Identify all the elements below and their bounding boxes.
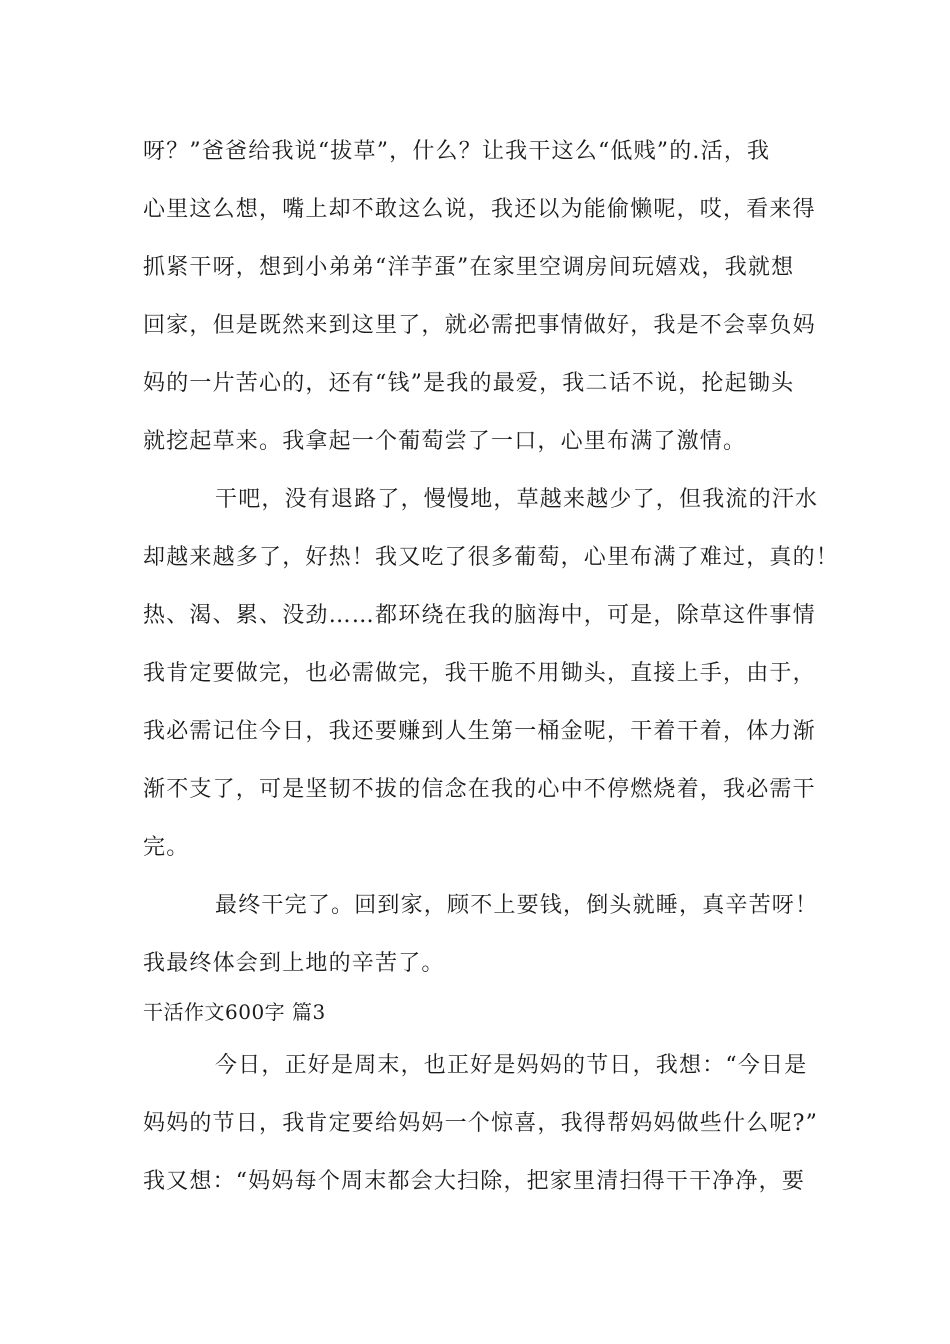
text-line: 我必需记住今日，我还要赚到人生第一桶金呢，干着干着，体力渐 [143, 719, 816, 744]
text-line: 呀？”爸爸给我说“拔草”，什么？让我干这么“低贱”的.活，我 [143, 139, 771, 164]
text-line: 回家，但是既然来到这里了，就必需把事情做好，我是不会辜负妈 [143, 313, 816, 338]
text-line: 我肯定要做完，也必需做完，我干脆不用锄头，直接上手，由于， [143, 661, 816, 686]
text-line: 最终干完了。回到家，顾不上要钱，倒头就睡，真辛苦呀！ [215, 893, 819, 918]
text-line: 我又想：“妈妈每个周末都会大扫除，把家里清扫得干干净净，要 [143, 1169, 806, 1194]
text-line: 心里这么想，嘴上却不敢这么说，我还以为能偷懒呢，哎，看来得 [143, 197, 816, 222]
section-heading: 干活作文600字 篇3 [143, 1000, 326, 1024]
text-line: 抓紧干呀，想到小弟弟“洋芋蛋”在家里空调房间玩嬉戏，我就想 [143, 255, 795, 280]
text-line: 渐不支了，可是坚韧不拔的信念在我的心中不停燃烧着，我必需干 [143, 777, 816, 802]
text-line: 就挖起草来。我拿起一个葡萄尝了一口，心里布满了激情。 [143, 429, 747, 454]
text-line: 今日，正好是周末，也正好是妈妈的节日，我想：“今日是 [215, 1053, 808, 1078]
text-line: 却越来越多了，好热！我又吃了很多葡萄，心里布满了难过，真的！ [143, 545, 840, 570]
text-line: 妈妈的节日，我肯定要给妈妈一个惊喜，我得帮妈妈做些什么呢?” [143, 1111, 819, 1136]
text-line: 妈的一片苦心的，还有“钱”是我的最爱，我二话不说，抡起锄头 [143, 371, 795, 396]
text-line: 完。 [143, 835, 190, 860]
text-line: 我最终体会到上地的辛苦了。 [143, 951, 445, 976]
text-line: 热、渴、累、没劲……都环绕在我的脑海中，可是，除草这件事情 [143, 603, 816, 628]
text-line: 干吧，没有退路了，慢慢地，草越来越少了，但我流的汗水 [215, 487, 819, 512]
